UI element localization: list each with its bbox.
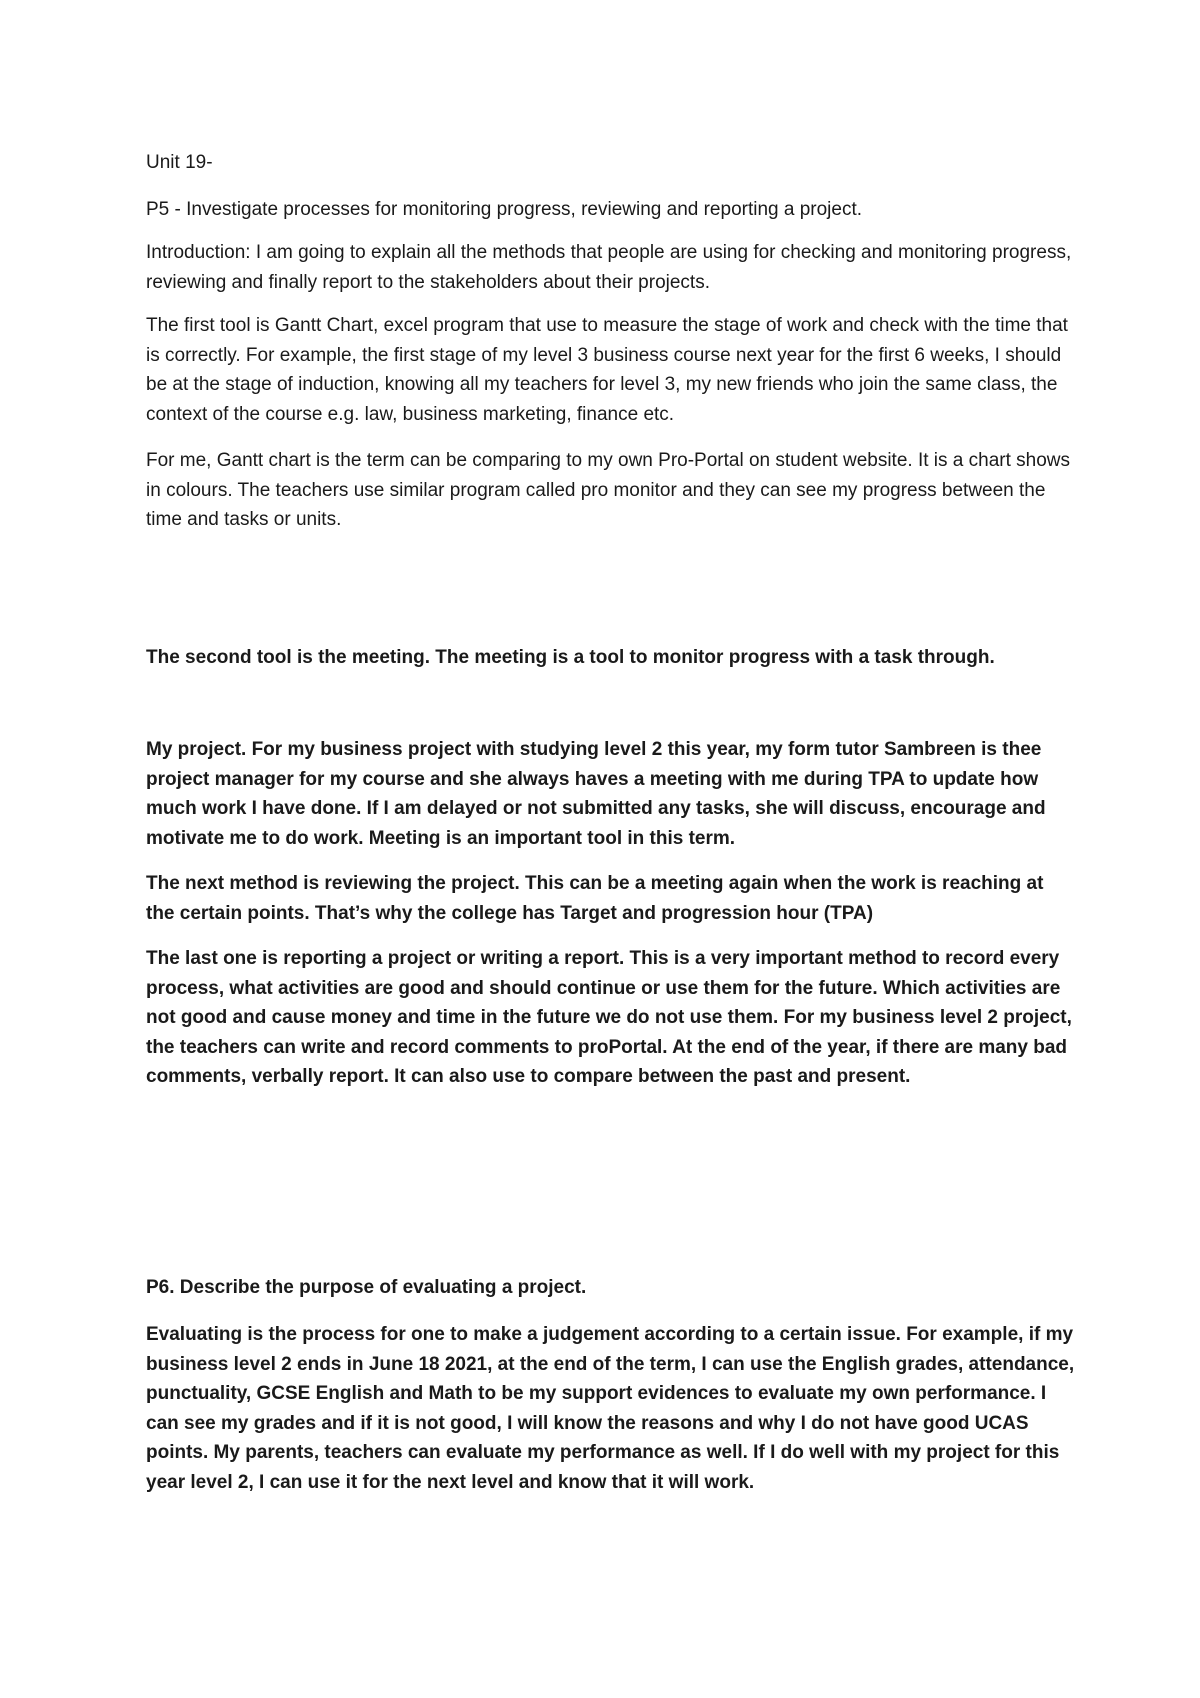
my-project-paragraph: My project. For my business project with studying level 2 this year, my form tutor Sambreen is thee project manager for my course and she always haves a meeting with me during TPA to update how much work I have done. If I am delayed or not submitted any tasks, she will discuss, encourage and motivate me to do work. Meeting is an important tool in this term. <box>146 739 1046 849</box>
gantt-comparison-paragraph: For me, Gantt chart is the term can be comparing to my own Pro-Portal on student website. It is a chart shows in colours. The teachers use similar program called pro monitor and they can see my progress between the time and tasks or units. <box>146 450 1071 530</box>
next-method-paragraph: The next method is reviewing the project. This can be a meeting again when the work is reaching at the certain points. That’s why the college has Target and progression hour (TPA) <box>146 873 1044 924</box>
first-tool-paragraph: The first tool is Gantt Chart, excel program that use to measure the stage of work and check with the time that is correctly. For example, the first stage of my level 3 business course next year for the first 6 weeks, I should be at the stage of induction, knowing all my teachers for level 3, my new friends who join the same class, the context of the course e.g. law, business marketing, finance etc. <box>146 315 1068 425</box>
last-method-paragraph: The last one is reporting a project or writing a report. This is a very important method to record every process, what activities are good and should continue or use them for the future. Which activities are not good and cause money and time in the future we do not use them. For my business level 2 project, the teachers can write and record comments to proPortal. At the end of the year, if there are many bad comments, verbally report. It can also use to compare between the past and present. <box>146 948 1072 1087</box>
introduction-paragraph: Introduction: I am going to explain all the methods that people are using for checking and monitoring progress, reviewing and finally report to the stakeholders about their projects. <box>146 242 1072 293</box>
p5-title: P5 - Investigate processes for monitoring progress, reviewing and reporting a project. <box>146 199 863 220</box>
p6-title: P6. Describe the purpose of evaluating a project. <box>146 1277 587 1298</box>
unit-heading: Unit 19- <box>146 152 213 173</box>
evaluating-paragraph: Evaluating is the process for one to make a judgement according to a certain issue. For example, if my business level 2 ends in June 18 2021, at the end of the term, I can use the English grades, attendance, punctuality, GCSE English and Math to be my support evidences to evaluate my own performance. I can see my grades and if it is not good, I will know the reasons and why I do not have good UCAS points. My parents, teachers can evaluate my performance as well. If I do well with my project for this year level 2, I can use it for the next level and know that it will work. <box>146 1324 1075 1493</box>
second-tool-paragraph: The second tool is the meeting. The meeting is a tool to monitor progress with a task through. <box>146 647 995 668</box>
